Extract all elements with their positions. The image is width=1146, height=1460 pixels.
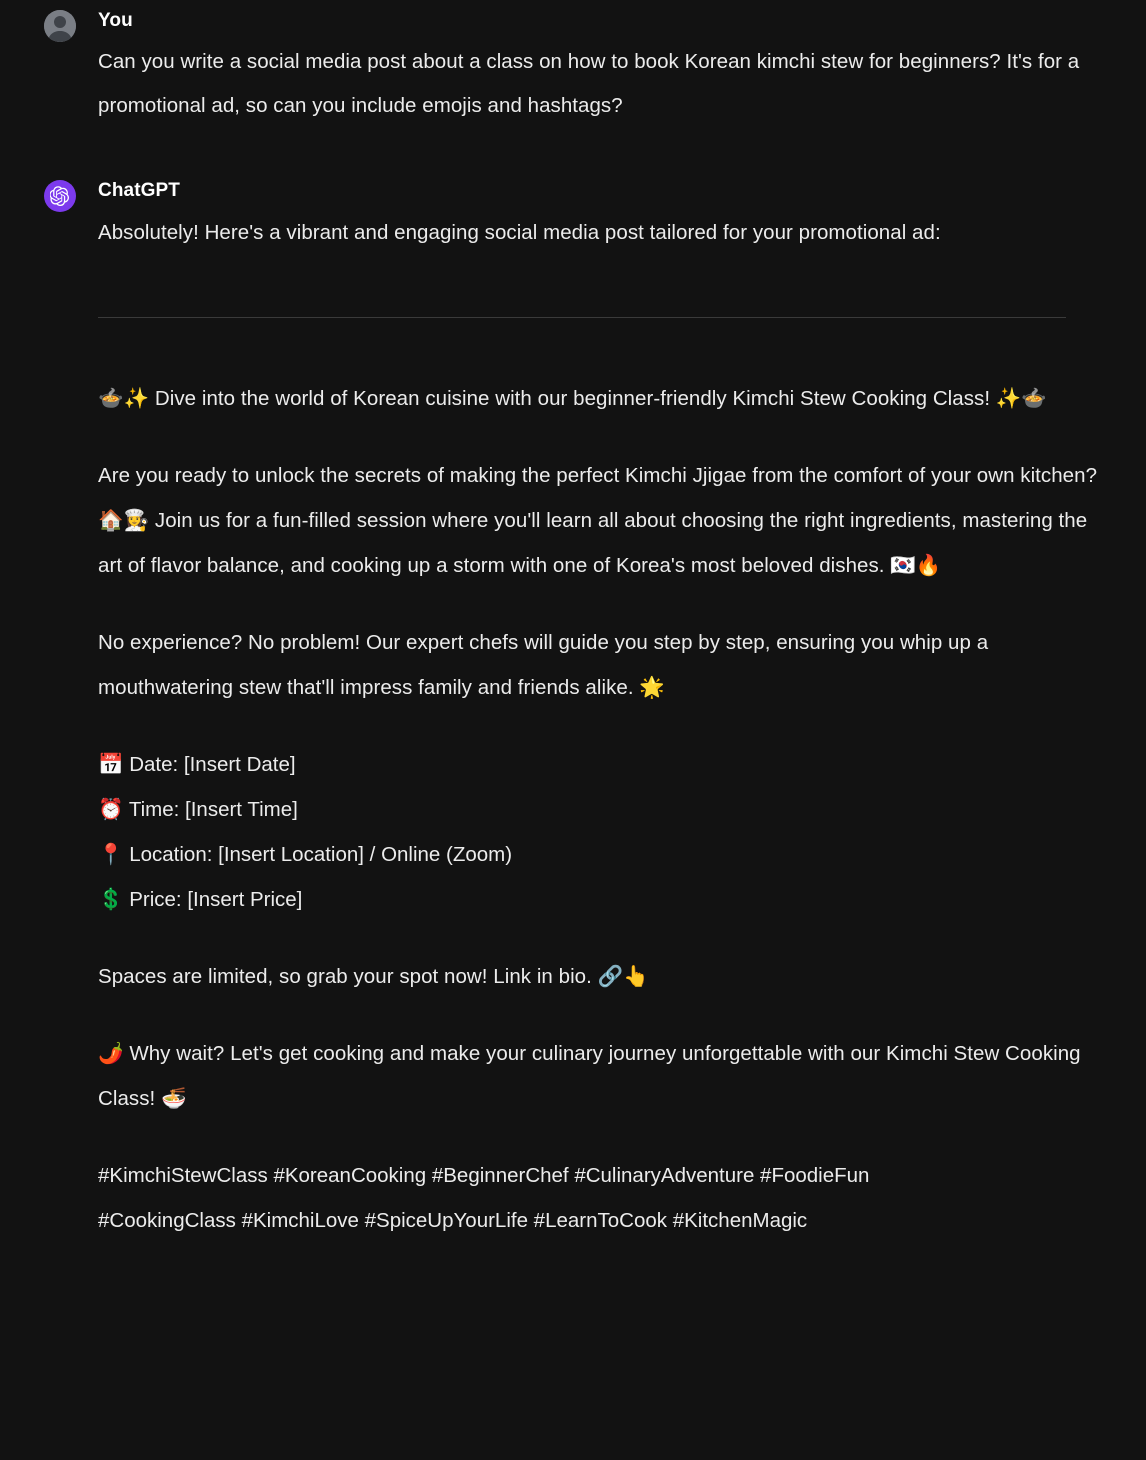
post-detail-location: 📍 Location: [Insert Location] / Online (Zoom)	[98, 843, 513, 866]
post-headline: 🍲✨ Dive into the world of Korean cuisine with our beginner-friendly Kimchi Stew Cooking Class! ✨🍲	[98, 387, 1047, 410]
avatar	[44, 10, 76, 42]
post-paragraph-2: No experience? No problem! Our expert chefs will guide you step by step, ensuring you whip up a mouthwatering stew that'll impress family and friends alike. 🌟	[98, 631, 989, 699]
assistant-author-name: ChatGPT	[98, 180, 180, 201]
post-detail-price: 💲 Price: [Insert Price]	[98, 888, 303, 911]
section-divider	[98, 317, 1066, 318]
post-detail-date: 📅 Date: [Insert Date]	[98, 753, 296, 776]
generated-post	[98, 376, 1106, 1243]
post-paragraph-3: Spaces are limited, so grab your spot now! Link in bio. 🔗👆	[98, 965, 649, 988]
assistant-intro-text: Absolutely! Here's a vibrant and engaging social media post tailored for your promotional ad:	[98, 221, 941, 244]
user-message-body	[98, 8, 1106, 128]
post-detail-time: ⏰ Time: [Insert Time]	[98, 798, 298, 821]
post-paragraph-4: 🌶️ Why wait? Let's get cooking and make your culinary journey unforgettable with our Kimchi Stew Cooking Class! 🍜	[98, 1042, 1081, 1110]
post-details-list	[98, 742, 1106, 922]
post-hashtags-line-2: #CookingClass #KimchiLove #SpiceUpYourLife #LearnToCook #KitchenMagic	[98, 1209, 808, 1232]
assistant-message-body	[98, 178, 1106, 1243]
openai-logo-icon	[44, 180, 76, 212]
post-paragraph-1: Are you ready to unlock the secrets of making the perfect Kimchi Jjigae from the comfort of your own kitchen? 🏠👩‍🍳 Join us for a fun-filled session where you'll learn all about choosing the right ingredients, mastering the art of flavor balance, and cooking up a storm with one of Korea's most beloved dishes. 🇰🇷🔥	[98, 464, 1098, 577]
post-hashtags-line-1: #KimchiStewClass #KoreanCooking #BeginnerChef #CulinaryAdventure #FoodieFun	[98, 1164, 870, 1187]
user-author-name: You	[98, 10, 133, 31]
user-message-text: Can you write a social media post about a class on how to book Korean kimchi stew for beginners? It's for a promotional ad, so can you include emojis and hashtags?	[98, 50, 1080, 117]
assistant-message	[0, 128, 1146, 1243]
bottom-spacer	[0, 1243, 1146, 1271]
user-message	[0, 0, 1146, 128]
post-hashtags	[98, 1153, 1106, 1243]
